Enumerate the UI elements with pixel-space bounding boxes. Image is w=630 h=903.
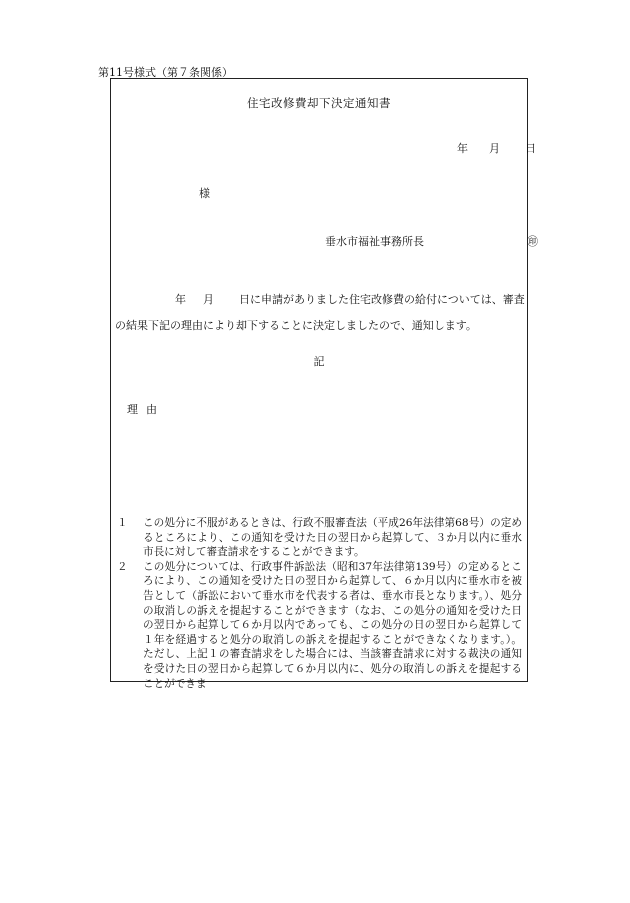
document-title: 住宅改修費却下決定通知書	[247, 96, 391, 110]
note-item	[117, 516, 522, 560]
note-text: この処分に不服があるときは、行政不服審査法（平成26年法律第68号）の定めるところにより、この通知を受けた日の翌日から起算して、３か月以内に垂水市長に対して審査請求をすることができます。	[143, 517, 522, 559]
notes-list	[117, 516, 522, 691]
body-line-2: の結果下記の理由により却下することに決定しましたので、通知します。	[115, 319, 477, 332]
body-month-label: 月	[203, 293, 214, 306]
note-item	[117, 560, 522, 691]
note-text: この処分については、行政事件訴訟法（昭和37年法律第139号）の定めるところにより、この通知を受けた日の翌日から起算して、６か月以内に垂水市を被告として（訴訟において垂水市を代表する者は、垂水市長となります。）、処分の取消しの訴えを提起することができます（なお、この処分の通知を受けた日の翌日から起算して６か月以内であっても、この処分の日の翌日から起算して１年を経過すると処分の取消しの訴えを提起することができなくなります。）。ただし、上記１の審査請求をした場合には、当該審査請求に対する裁決の通知を受けた日の翌日から起算して６か月以内に、処分の取消しの訴えを提起することができま	[143, 560, 522, 690]
note-number: ２	[117, 560, 128, 573]
issuer-name: 垂水市福祉事務所長	[325, 235, 424, 248]
notice-frame	[110, 78, 538, 690]
date-month-label: 月	[489, 142, 500, 155]
date-year-label: 年	[457, 142, 468, 155]
note-number: １	[117, 517, 128, 529]
reason-label: 理由	[127, 403, 165, 416]
recipient-honorific: 様	[199, 187, 210, 200]
body-line-1-text: 日に申請がありました住宅改修費の給付については、審査	[239, 293, 525, 306]
form-number: 第11号様式（第７条関係）	[98, 66, 233, 79]
body-year-label: 年	[175, 293, 186, 306]
ki-heading: 記	[313, 355, 325, 368]
date-day-label: 日	[525, 142, 536, 155]
body-line-1	[175, 291, 525, 307]
seal-mark: ㊞	[527, 235, 538, 248]
